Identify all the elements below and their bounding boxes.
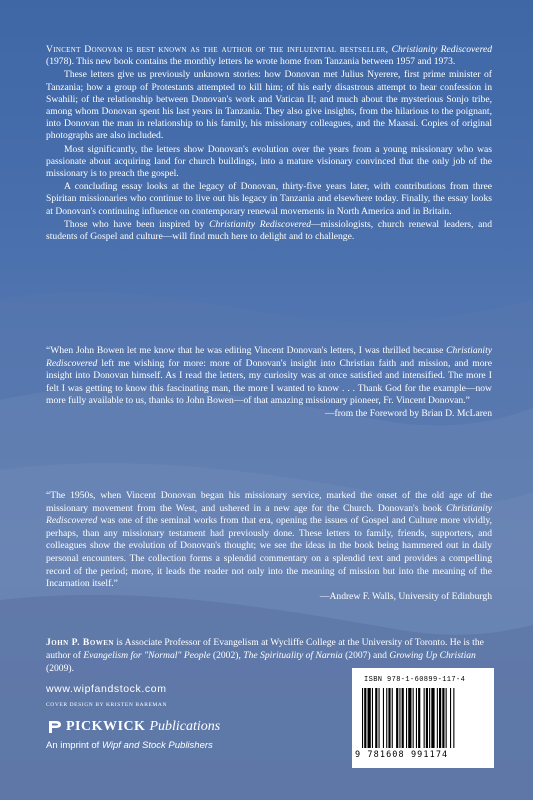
author-bio-text-4: (2009). [46,663,74,674]
barcode-bar [368,688,371,748]
barcode-bar [396,688,398,748]
author-book-3: Growing Up Christian [389,650,476,661]
barcode-bar [388,688,390,748]
isbn-label: ISBN 978-1-60899-117-4 [364,676,466,684]
barcode-bar [418,688,420,748]
blurb-paragraph-4: A concluding essay looks at the legacy of Donovan, thirty-five years later, with contributions from three Spiritan missionaries who continue to live out his legacy in Tanzania and elsewhere today. Finally, the essay looks at Donovan's continuing influence on contemporary renewal movements in North America and in Britain. [46,181,492,217]
author-name: John P. Bowen [46,637,114,648]
blurb-p5-rest: —missiologists, church renewal leaders, and students of Gospel and culture—will find much here to delight and to challenge. [46,218,492,243]
quote1-part2: left me wishing for more: more of Donovan's insight into Christian faith and mission, and more insight into Donovan himself. As I read the letters, my curiosity was at once satisfied and intensified. The more I felt I was getting to know this fascinating man, the more I wanted to know . . . Thank God for the example—now more fully available to us, thanks to John Bowen—of that amazing missionary pioneer, Fr. Vincent Donovan.” [46,357,492,407]
barcode-bar [442,688,444,748]
endorsement-attribution: —from the Foreword by Brian D. McLaren [324,407,492,419]
blurb-lead: Vincent Donovan is best known as the author of the influential bestseller, [46,44,389,55]
blurb-paragraph-2: These letters give us previously unknown stories: how Donovan met Julius Nyerere, first prime minister of Tanzania; how a group of Protestants attempted to kill him; of his early disastrous attempt to hear confession in Swahili; of the relationship between Donovan's work and Vatican II; and much about the mysterious Sonjo tribe, among whom Donovan spent his last years in Tanzania. They also give insights, from the hilarious to the poignant, into Donovan the man in relationship to his family, his missionary colleagues, and the Maasai. Copies of original photographs are also included. [46,69,492,142]
blurb-paragraph-1 [46,44,492,68]
quote1-part1: “When John Bowen let me know that he was editing Vincent Donovan's letters, I was thrilled because [46,345,447,356]
barcode-bar [453,688,454,748]
quote2-title: Christianity Rediscovered [46,502,492,527]
barcode-digits: 9 781608 991174 [355,750,449,760]
barcode-bar [362,688,363,748]
barcode-bars [352,686,494,750]
quote1-title: Christianity Rediscovered [46,345,492,369]
barcode-bar [416,688,417,748]
endorsement-text [46,490,492,591]
barcode-bar [431,688,434,748]
author-bio-text-1: is Associate Professor of Evangelism at Wycliffe College at the University of Toronto. He is the author of [46,637,484,661]
author-book-1: Evangelism for "Normal" People [83,650,211,661]
blurb-paragraph-5 [46,219,492,243]
author-bio-text-3: (2007) and [342,650,390,661]
barcode-bar [406,688,407,748]
publisher-name-second: Publications [149,719,221,734]
isbn-barcode [352,668,494,768]
barcode-bar [450,688,451,748]
endorsement-text [46,345,492,408]
imprint-name: Wipf and Stock Publishers [101,740,213,751]
cover-design-credit: COVER DESIGN BY KRISTEN BAREMAN [46,702,168,708]
barcode-bar [399,688,400,748]
imprint-line [46,740,213,751]
quote2-part1: “The 1950s, when Vincent Donovan began his missionary service, marked the onset of the old age of the missionary movement from the West, and ushered in a new age for the Church. Donovan's book [46,490,492,514]
barcode-bar [426,688,428,748]
barcode-bar [424,688,425,748]
author-book-2: The Spirituality of Narnia [243,650,343,661]
barcode-bar [375,688,377,748]
endorsement-walls [46,490,492,603]
barcode-bar [364,688,366,748]
barcode-bar [413,688,414,748]
publisher-website: www.wipfandstock.com [46,683,167,695]
blurb-book-title: Christianity Rediscovered [391,44,492,55]
barcode-bar [392,688,393,748]
barcode-bar [372,688,373,748]
barcode-bar [402,688,404,748]
barcode-bar [437,688,438,748]
blurb-p5-lead: Those who have been inspired by [64,218,210,230]
barcode-bar [383,688,384,748]
blurb-p1-rest: (1978). This new book contains the monthly letters he wrote home from Tanzania between 1957 and 1973. [46,56,456,68]
barcode-bar [446,688,447,748]
barcode-bar [379,688,380,748]
endorsement-attribution: —Andrew F. Walls, University of Edinburgh [319,590,492,602]
endorsement-mclaren [46,345,492,421]
pickwick-logo-icon [46,718,64,736]
barcode-bar [439,688,441,748]
publisher-logo-block [46,718,220,736]
imprint-lead: An imprint of [46,740,102,751]
barcode-bar [386,688,387,748]
barcode-bar [429,688,430,748]
blurb-p5-title: Christianity Rediscovered [209,218,312,230]
publisher-name-first: PICKWICK [66,719,146,734]
blurb-paragraph-3: Most significantly, the letters show Donovan's evolution over the years from a young missionary who was passionate about acquiring land for church buildings, into a mature visionary convinced that the only job of the missionary is to preach the gospel. [46,143,492,180]
back-cover-blurb [46,44,492,244]
quote2-part2: was one of the seminal works from that era, opening the issues of Gospel and Culture more vividly, perhaps, than any missionary testament had previously done. These letters to family, friends, supporters, and colleagues show the evolution of Donovan's thought; we see the ideas in the book being hammered out in daily personal encounters. The collection forms a splendid commentary on a splendid text and provides a compelling record of the period; more, it leads the reader not only into the meaning of mission but into the meaning of the Incarnation itself.” [46,515,492,590]
barcode-bar [408,688,411,748]
author-bio-text-2: (2002), [210,650,244,661]
